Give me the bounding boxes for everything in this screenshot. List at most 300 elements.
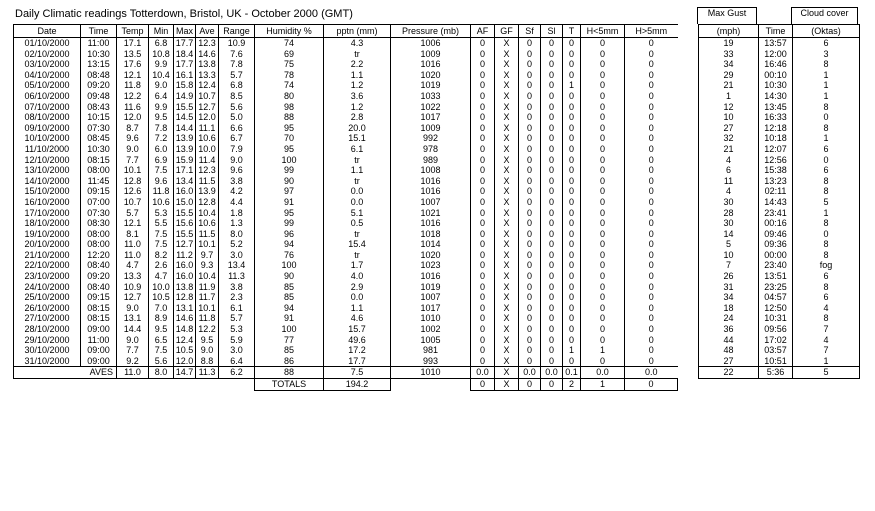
table-cell: 0 — [471, 70, 495, 81]
table-row — [14, 133, 860, 144]
table-row — [14, 356, 860, 367]
table-cell: 34 — [699, 292, 759, 303]
table-row — [14, 112, 860, 123]
table-cell: 0 — [625, 208, 678, 219]
table-cell: 9.5 — [149, 324, 174, 335]
table-cell: 5.9 — [219, 335, 255, 346]
table-cell: 2.2 — [324, 59, 391, 70]
table-cell: 0 — [581, 303, 625, 314]
table-cell: 1017 — [391, 112, 471, 123]
table-cell: 15.5 — [174, 229, 196, 240]
table-cell: 14.6 — [196, 49, 219, 60]
table-row — [14, 208, 860, 219]
table-row — [14, 102, 860, 113]
table-cell: 0 — [471, 356, 495, 367]
table-cell: 0 — [625, 176, 678, 187]
table-cell: 10:31 — [759, 313, 793, 324]
table-cell: 4.4 — [219, 197, 255, 208]
table-cell: 1009 — [391, 49, 471, 60]
table-cell: 08:15 — [81, 303, 117, 314]
table-cell: 0 — [581, 271, 625, 282]
table-cell: 6.6 — [219, 123, 255, 134]
table-cell: 4.7 — [149, 271, 174, 282]
table-cell: 12.6 — [117, 186, 149, 197]
table-cell: 5.7 — [117, 208, 149, 219]
table-cell: 0 — [471, 239, 495, 250]
spacer-cell — [678, 313, 699, 324]
aves-cell: 6.2 — [219, 367, 255, 379]
table-cell: 0 — [581, 239, 625, 250]
table-cell: 0 — [581, 80, 625, 91]
spacer-cell — [678, 303, 699, 314]
table-cell: 26 — [699, 271, 759, 282]
table-cell: 0 — [471, 133, 495, 144]
table-cell: 1016 — [391, 176, 471, 187]
table-cell: 4.7 — [117, 260, 149, 271]
table-cell: 11.0 — [117, 250, 149, 261]
table-cell: 6.8 — [149, 38, 174, 49]
table-cell: 0 — [519, 186, 541, 197]
aves-cell: 11.0 — [117, 367, 149, 379]
table-cell: 0 — [625, 356, 678, 367]
table-cell: 17.1 — [174, 165, 196, 176]
table-cell: tr — [324, 250, 391, 261]
table-cell: 07:30 — [81, 123, 117, 134]
table-cell: 0 — [541, 271, 563, 282]
table-cell: X — [495, 197, 519, 208]
table-cell: 11.5 — [196, 229, 219, 240]
table-cell: 0 — [519, 59, 541, 70]
table-cell: 14.4 — [174, 123, 196, 134]
table-cell: 99 — [255, 218, 324, 229]
table-cell: 13.8 — [196, 59, 219, 70]
table-cell: 16.1 — [174, 70, 196, 81]
table-cell: 08:40 — [81, 260, 117, 271]
table-cell: 0 — [471, 186, 495, 197]
table-cell: 0 — [581, 112, 625, 123]
table-cell: 0 — [581, 208, 625, 219]
table-cell: 5.6 — [219, 102, 255, 113]
table-cell: 1.1 — [324, 70, 391, 81]
table-cell: 5.7 — [219, 313, 255, 324]
table-cell: 0.0 — [324, 292, 391, 303]
spacer-cell — [678, 25, 699, 38]
table-cell: 09:20 — [81, 80, 117, 91]
table-cell: 10.9 — [219, 38, 255, 49]
table-cell: 70 — [255, 133, 324, 144]
table-cell: 0 — [541, 59, 563, 70]
table-cell: X — [495, 271, 519, 282]
table-row — [14, 49, 860, 60]
table-cell: 1023 — [391, 260, 471, 271]
table-cell: 0 — [541, 186, 563, 197]
table-cell: 0 — [793, 229, 860, 240]
table-cell: 0 — [471, 218, 495, 229]
table-cell: 7.0 — [149, 303, 174, 314]
table-cell: 15.4 — [324, 239, 391, 250]
table-cell: 4 — [793, 303, 860, 314]
table-cell: 0 — [519, 155, 541, 166]
table-cell: 9.3 — [196, 260, 219, 271]
table-cell: 0 — [471, 345, 495, 356]
aves-cell: 0.0 — [541, 367, 563, 379]
table-cell: 27 — [699, 123, 759, 134]
totals-cell: 0 — [471, 379, 495, 391]
aves-cell: 8.0 — [149, 367, 174, 379]
table-cell: 9.6 — [149, 176, 174, 187]
table-cell: 0 — [471, 282, 495, 293]
table-cell: 7.5 — [149, 239, 174, 250]
table-cell: 34 — [699, 59, 759, 70]
table-cell: 08:45 — [81, 133, 117, 144]
table-cell: 0 — [519, 250, 541, 261]
table-cell: 0 — [541, 250, 563, 261]
table-cell: 1020 — [391, 70, 471, 81]
table-row — [14, 91, 860, 102]
table-cell: 0 — [625, 133, 678, 144]
table-cell: 95 — [255, 123, 324, 134]
spacer-cell — [678, 356, 699, 367]
table-cell: 6.4 — [219, 356, 255, 367]
table-cell: 0 — [581, 49, 625, 60]
table-cell: 12/10/2000 — [14, 155, 81, 166]
table-cell: 48 — [699, 345, 759, 356]
table-cell: 27/10/2000 — [14, 313, 81, 324]
table-cell: 5.5 — [149, 218, 174, 229]
table-cell: 0 — [625, 324, 678, 335]
table-cell: X — [495, 91, 519, 102]
table-cell: 98 — [255, 102, 324, 113]
table-cell: 85 — [255, 282, 324, 293]
table-cell: 4.3 — [324, 38, 391, 49]
table-cell: 09:48 — [81, 91, 117, 102]
table-cell: 0 — [563, 144, 581, 155]
table-cell: 00:16 — [759, 218, 793, 229]
table-cell: 0 — [541, 303, 563, 314]
table-cell: 13.1 — [117, 313, 149, 324]
table-cell: 1007 — [391, 292, 471, 303]
table-cell: 5.3 — [219, 324, 255, 335]
table-cell: 0 — [471, 208, 495, 219]
table-cell: 0 — [581, 123, 625, 134]
table-cell: 0 — [563, 165, 581, 176]
table-cell: 08:15 — [81, 155, 117, 166]
table-cell: 8 — [793, 239, 860, 250]
table-cell: 0 — [793, 112, 860, 123]
table-cell: X — [495, 335, 519, 346]
table-cell: 0 — [519, 356, 541, 367]
table-cell: X — [495, 165, 519, 176]
table-cell: 7.2 — [149, 133, 174, 144]
table-cell: 9.0 — [117, 303, 149, 314]
table-cell: 5.0 — [219, 112, 255, 123]
spacer-cell — [678, 144, 699, 155]
table-cell: 12:56 — [759, 155, 793, 166]
table-cell: 7.7 — [117, 345, 149, 356]
table-cell: 97 — [255, 186, 324, 197]
table-cell: 08:30 — [81, 218, 117, 229]
table-cell: 17.7 — [174, 38, 196, 49]
climate-table — [13, 24, 860, 391]
table-cell: 09:20 — [81, 271, 117, 282]
table-cell: 5 — [699, 239, 759, 250]
table-cell: 03:57 — [759, 345, 793, 356]
table-cell: 0 — [541, 260, 563, 271]
table-cell: 13/10/2000 — [14, 165, 81, 176]
table-cell: 14.5 — [174, 112, 196, 123]
table-row — [14, 59, 860, 70]
table-cell: 0 — [625, 292, 678, 303]
table-cell: 10.1 — [117, 165, 149, 176]
spacer-cell — [678, 239, 699, 250]
table-cell: 18.4 — [174, 49, 196, 60]
spacer-cell — [678, 345, 699, 356]
table-cell: 74 — [255, 80, 324, 91]
table-cell: 0 — [625, 260, 678, 271]
table-row — [14, 335, 860, 346]
table-cell: 04/10/2000 — [14, 70, 81, 81]
table-cell: 0 — [541, 345, 563, 356]
table-cell: 1021 — [391, 208, 471, 219]
table-cell: 00:10 — [759, 70, 793, 81]
table-cell: 94 — [255, 239, 324, 250]
table-cell: 36 — [699, 324, 759, 335]
table-cell: 0 — [625, 49, 678, 60]
table-cell: 09:15 — [81, 186, 117, 197]
table-row — [14, 250, 860, 261]
table-header — [14, 25, 860, 38]
aves-cell: 1010 — [391, 367, 471, 379]
table-cell: 4.6 — [324, 313, 391, 324]
table-cell: 4.0 — [324, 271, 391, 282]
table-cell: 2.9 — [324, 282, 391, 293]
table-cell: 17.1 — [117, 38, 149, 49]
table-cell: 0 — [793, 155, 860, 166]
table-cell: 20.0 — [324, 123, 391, 134]
table-cell: 0 — [563, 282, 581, 293]
table-cell: 19 — [699, 38, 759, 49]
table-cell: 0 — [625, 218, 678, 229]
table-cell: 0 — [541, 133, 563, 144]
table-cell: X — [495, 112, 519, 123]
table-cell: 1 — [793, 70, 860, 81]
table-cell: 0 — [625, 313, 678, 324]
table-cell: 0 — [581, 186, 625, 197]
table-cell: 6 — [793, 292, 860, 303]
spacer-cell — [678, 49, 699, 60]
column-header: pptn (mm) — [324, 25, 391, 38]
table-cell: X — [495, 250, 519, 261]
totals-cell: 0 — [519, 379, 541, 391]
table-cell: 24/10/2000 — [14, 282, 81, 293]
table-cell: 0 — [519, 80, 541, 91]
table-cell: 0 — [625, 165, 678, 176]
table-cell: 13:23 — [759, 176, 793, 187]
table-cell: 12.7 — [196, 102, 219, 113]
table-cell: 0 — [471, 229, 495, 240]
table-cell: 13.1 — [174, 303, 196, 314]
table-body — [14, 38, 860, 367]
table-cell: 0 — [563, 49, 581, 60]
table-cell: 9.5 — [149, 112, 174, 123]
table-cell: 04:57 — [759, 292, 793, 303]
column-header: T — [563, 25, 581, 38]
table-cell: 0 — [581, 176, 625, 187]
table-cell: 0 — [625, 38, 678, 49]
table-cell: 1.2 — [324, 102, 391, 113]
table-cell: 0 — [541, 208, 563, 219]
column-header: Range — [219, 25, 255, 38]
table-cell: 0 — [625, 239, 678, 250]
table-cell: 31 — [699, 282, 759, 293]
table-cell: 12.0 — [117, 112, 149, 123]
table-cell: X — [495, 102, 519, 113]
table-cell: 0 — [581, 144, 625, 155]
column-header: Temp — [117, 25, 149, 38]
table-cell: 0 — [581, 313, 625, 324]
table-cell: 14.6 — [174, 313, 196, 324]
table-cell: 1.3 — [219, 218, 255, 229]
table-cell: 78 — [255, 70, 324, 81]
table-cell: 0 — [541, 38, 563, 49]
column-header: Time — [81, 25, 117, 38]
table-cell: 0 — [563, 123, 581, 134]
table-cell: 0 — [519, 218, 541, 229]
table-cell: 8.0 — [219, 229, 255, 240]
table-cell: 10.9 — [117, 282, 149, 293]
cloud-cover-header: Cloud cover — [791, 7, 858, 24]
table-cell: 12.8 — [196, 197, 219, 208]
totals-row — [14, 379, 860, 391]
table-cell: 11.1 — [196, 123, 219, 134]
table-cell: 14.4 — [117, 324, 149, 335]
spacer-cell — [678, 176, 699, 187]
table-cell: 0 — [625, 144, 678, 155]
table-cell: 0 — [625, 186, 678, 197]
table-cell: 0 — [471, 313, 495, 324]
table-cell: 0 — [563, 218, 581, 229]
table-cell: 8 — [793, 102, 860, 113]
table-cell: 12.2 — [196, 324, 219, 335]
table-cell: 0 — [581, 282, 625, 293]
aves-cell: 0.0 — [471, 367, 495, 379]
table-cell: 10.4 — [149, 70, 174, 81]
table-cell: 08:15 — [81, 313, 117, 324]
table-cell: 100 — [255, 155, 324, 166]
table-cell: 978 — [391, 144, 471, 155]
table-cell: 0 — [625, 271, 678, 282]
table-cell: 0 — [541, 165, 563, 176]
spacer-cell — [678, 208, 699, 219]
aves-cell: 0.0 — [581, 367, 625, 379]
table-cell: 0 — [625, 102, 678, 113]
table-cell: 9.6 — [117, 133, 149, 144]
table-cell: 14.8 — [174, 324, 196, 335]
table-row — [14, 239, 860, 250]
table-cell: 21 — [699, 80, 759, 91]
column-header: Pressure (mb) — [391, 25, 471, 38]
table-cell: 1 — [793, 80, 860, 91]
table-cell: 1005 — [391, 335, 471, 346]
table-cell: 1020 — [391, 250, 471, 261]
table-cell: 11.2 — [174, 250, 196, 261]
table-row — [14, 176, 860, 187]
table-cell: 0 — [625, 155, 678, 166]
totals-cell: 0 — [625, 379, 678, 391]
aves-cell: X — [495, 367, 519, 379]
spacer-cell — [678, 186, 699, 197]
table-cell: 05/10/2000 — [14, 80, 81, 91]
table-cell: 1.1 — [324, 303, 391, 314]
table-cell: 0 — [471, 59, 495, 70]
table-cell: 10.8 — [149, 49, 174, 60]
table-cell: 0 — [541, 313, 563, 324]
table-cell: 1.1 — [324, 165, 391, 176]
table-cell: 11 — [699, 176, 759, 187]
blank-cell — [14, 379, 255, 391]
table-cell: 0 — [563, 324, 581, 335]
table-cell: 9.9 — [149, 102, 174, 113]
table-cell: 0 — [519, 144, 541, 155]
table-cell: 31/10/2000 — [14, 356, 81, 367]
table-row — [14, 197, 860, 208]
table-cell: 1.7 — [324, 260, 391, 271]
table-cell: 0 — [519, 133, 541, 144]
aves-label: AVES — [14, 367, 117, 379]
table-cell: 1007 — [391, 197, 471, 208]
table-cell: 20/10/2000 — [14, 239, 81, 250]
table-cell: 12:00 — [759, 49, 793, 60]
table-cell: 0 — [581, 335, 625, 346]
table-cell: 49.6 — [324, 335, 391, 346]
table-row — [14, 313, 860, 324]
table-cell: 12.0 — [196, 112, 219, 123]
table-cell: 0 — [541, 91, 563, 102]
table-cell: 0 — [563, 335, 581, 346]
table-cell: 12.4 — [196, 80, 219, 91]
table-cell: 02:11 — [759, 186, 793, 197]
table-cell: 9.0 — [117, 144, 149, 155]
table-cell: 7 — [699, 260, 759, 271]
table-cell: 14 — [699, 229, 759, 240]
table-cell: 0 — [519, 91, 541, 102]
table-cell: 6.7 — [219, 133, 255, 144]
table-cell: 13.3 — [117, 271, 149, 282]
table-row — [14, 292, 860, 303]
table-cell: 80 — [255, 91, 324, 102]
table-cell: 0 — [581, 324, 625, 335]
table-cell: 7 — [793, 324, 860, 335]
table-cell: tr — [324, 49, 391, 60]
spacer-cell — [678, 260, 699, 271]
table-cell: 0 — [471, 49, 495, 60]
totals-pptn: 194.2 — [324, 379, 391, 391]
table-cell: 0 — [563, 91, 581, 102]
table-cell: X — [495, 80, 519, 91]
table-cell: X — [495, 282, 519, 293]
table-cell: 3 — [793, 49, 860, 60]
table-cell: 13.8 — [174, 282, 196, 293]
table-cell: 0 — [625, 70, 678, 81]
table-cell: 989 — [391, 155, 471, 166]
table-cell: 9.2 — [117, 356, 149, 367]
table-cell: 09:46 — [759, 229, 793, 240]
table-cell: 1018 — [391, 229, 471, 240]
table-cell: 1016 — [391, 186, 471, 197]
spacer-cell — [678, 367, 699, 379]
spacer-cell — [678, 38, 699, 49]
table-cell: fog — [793, 260, 860, 271]
